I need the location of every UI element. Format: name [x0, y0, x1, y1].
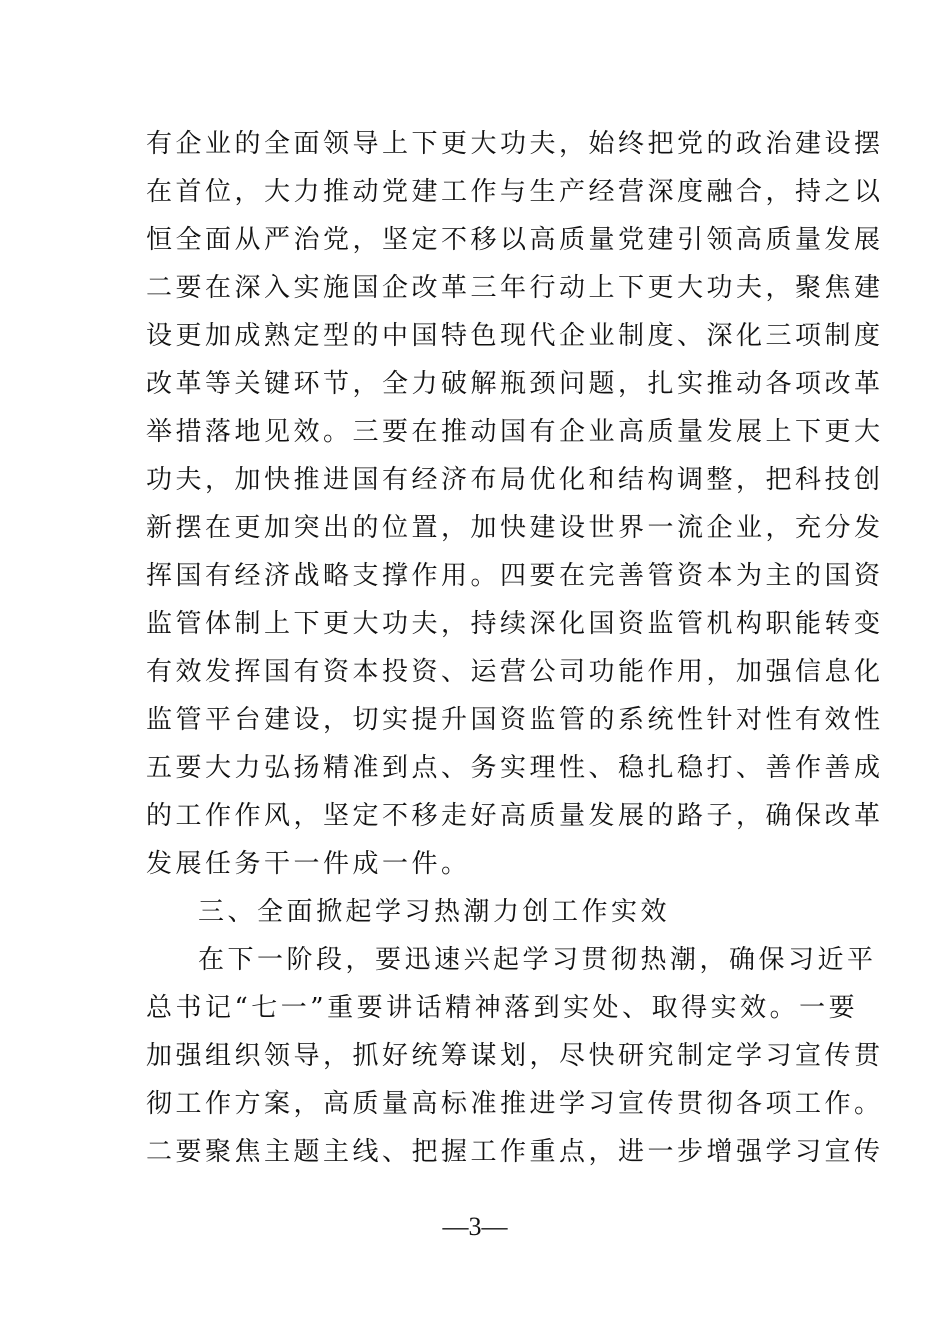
body-text-line: 恒全面从严治党，坚定不移以高质量党建引领高质量发展 [146, 225, 884, 255]
body-text-line: 加强组织领导，抓好统筹谋划，尽快研究制定学习宣传贯 [146, 1041, 884, 1071]
body-text-line: 发展任务干一件成一件。 [146, 849, 471, 879]
body-text-line: 彻工作方案，高质量高标准推进学习宣传贯彻各项工作。 [146, 1089, 884, 1119]
section-heading: 三、全面掀起学习热潮力创工作实效 [198, 897, 671, 927]
body-text-line: 挥国有经济战略支撑作用。四要在完善管资本为主的国资 [146, 561, 884, 591]
page-number: —3— [442, 1212, 508, 1241]
body-text-line: 二要聚焦主题主线、把握工作重点，进一步增强学习宣传 [146, 1137, 884, 1167]
body-text-line: 监管体制上下更大功夫，持续深化国资监管机构职能转变 [146, 609, 884, 639]
body-text-line: 五要大力弘扬精准到点、务实理性、稳扎稳打、善作善成 [146, 753, 884, 783]
body-text-line: 有效发挥国有资本投资、运营公司功能作用，加强信息化 [146, 657, 884, 687]
body-text-line: 新摆在更加突出的位置，加快建设世界一流企业，充分发 [146, 513, 884, 543]
body-text-line: 在首位，大力推动党建工作与生产经营深度融合，持之以 [146, 177, 884, 207]
body-text-line: 监管平台建设，切实提升国资监管的系统性针对性有效性 [146, 705, 884, 735]
body-text-line: 的工作作风，坚定不移走好高质量发展的路子，确保改革 [146, 801, 884, 831]
body-text-line: 举措落地见效。三要在推动国有企业高质量发展上下更大 [146, 417, 884, 447]
body-text-line: 有企业的全面领导上下更大功夫，始终把党的政治建设摆 [146, 129, 884, 159]
body-text-line: 改革等关键环节，全力破解瓶颈问题，扎实推动各项改革 [146, 369, 884, 399]
body-text-line: 在下一阶段，要迅速兴起学习贯彻热潮，确保习近平 [198, 945, 877, 975]
body-text-line: 功夫，加快推进国有经济布局优化和结构调整，把科技创 [146, 465, 884, 495]
body-text-line: 总书记“七一”重要讲话精神落到实处、取得实效。一要 [146, 993, 859, 1023]
body-text-line: 设更加成熟定型的中国特色现代企业制度、深化三项制度 [146, 321, 884, 351]
body-text-line: 二要在深入实施国企改革三年行动上下更大功夫，聚焦建 [146, 273, 884, 303]
